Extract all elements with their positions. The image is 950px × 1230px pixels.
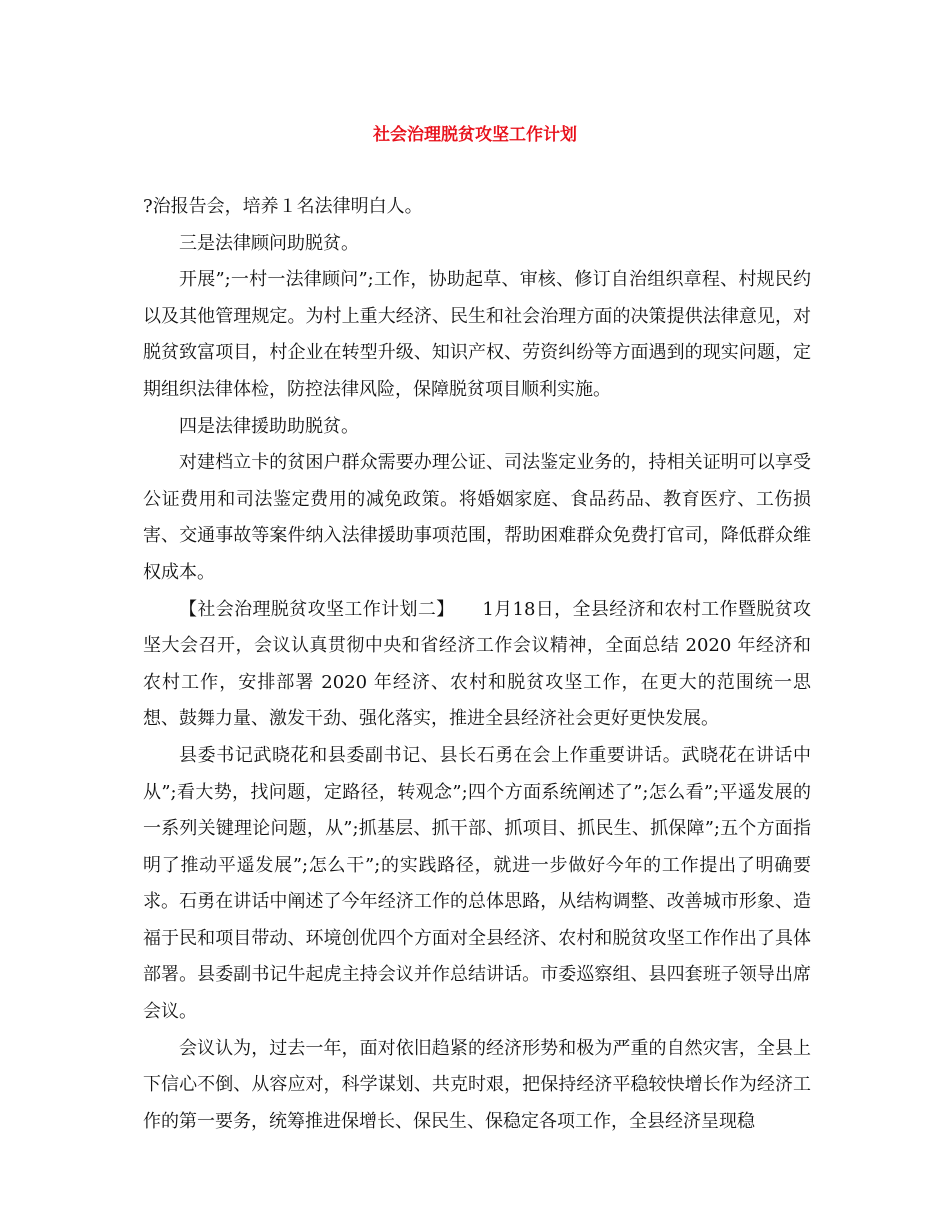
paragraph-2: 三是法律顾问助脱贫。: [179, 232, 359, 254]
paragraph-6: 【社会治理脱贫攻坚工作计划二】 1月18日，全县经济和农村工作暨脱贫攻坚大会召开，会议认真贯彻中央和省经济工作会议精神，全面总结 2020 年经济和农村工作，安排部署 2020 年经济、农村和脱贫攻坚工作，在更大的范围统一思想、鼓舞力量、激发干劲、强化落实，推进全县经济社会更好更快发展。: [143, 598, 811, 730]
paragraph-3: 开展”;一村一法律顾问”;工作，协助起草、审核、修订自治组织章程、村规民约以及其他管理规定。为村上重大经济、民生和社会治理方面的决策提供法律意见，对脱贫致富项目，村企业在转型升级、知识产权、劳资纠纷等方面遇到的现实问题，定期组织法律体检，防控法律风险，保障脱贫项目顺利实施。: [143, 269, 811, 400]
paragraph-4: 四是法律援助助脱贫。: [179, 415, 359, 437]
paragraph-8: 会议认为，过去一年，面对依旧趋紧的经济形势和极为严重的自然灾害，全县上下信心不倒、从容应对，科学谋划、共克时艰，把保持经济平稳较快增长作为经济工作的第一要务，统筹推进保增长、保民生、保稳定各项工作，全县经济呈现稳: [143, 1037, 811, 1132]
paragraph-1: ?治报告会，培养１名法律明白人。: [143, 196, 423, 217]
paragraph-5: 对建档立卡的贫困户群众需要办理公证、司法鉴定业务的，持相关证明可以享受公证费用和司法鉴定费用的减免政策。将婚姻家庭、食品药品、教育医疗、工伤损害、交通事故等案件纳入法律援助事项范围，帮助困难群众免费打官司，降低群众维权成本。: [143, 452, 811, 583]
paragraph-7: 县委书记武晓花和县委副书记、县长石勇在会上作重要讲话。武晓花在讲话中从”;看大势，找问题，定路径，转观念”;四个方面系统阐述了”;怎么看”;平遥发展的一系列关键理论问题，从”;抓基层、抓干部、抓项目、抓民生、抓保障”;五个方面指明了推动平遥发展”;怎么干”;的实践路径，就进一步做好今年的工作提出了明确要求。石勇在讲话中阐述了今年经济工作的总体思路，从结构调整、改善城市形象、造福于民和项目带动、环境创优四个方面对全县经济、农村和脱贫攻坚工作作出了具体部署。县委副书记牛起虎主持会议并作总结讲话。市委巡察组、县四套班子领导出席会议。: [143, 744, 811, 1023]
document-body: [143, 189, 811, 1140]
document-title: 社会治理脱贫攻坚工作计划: [373, 125, 577, 145]
